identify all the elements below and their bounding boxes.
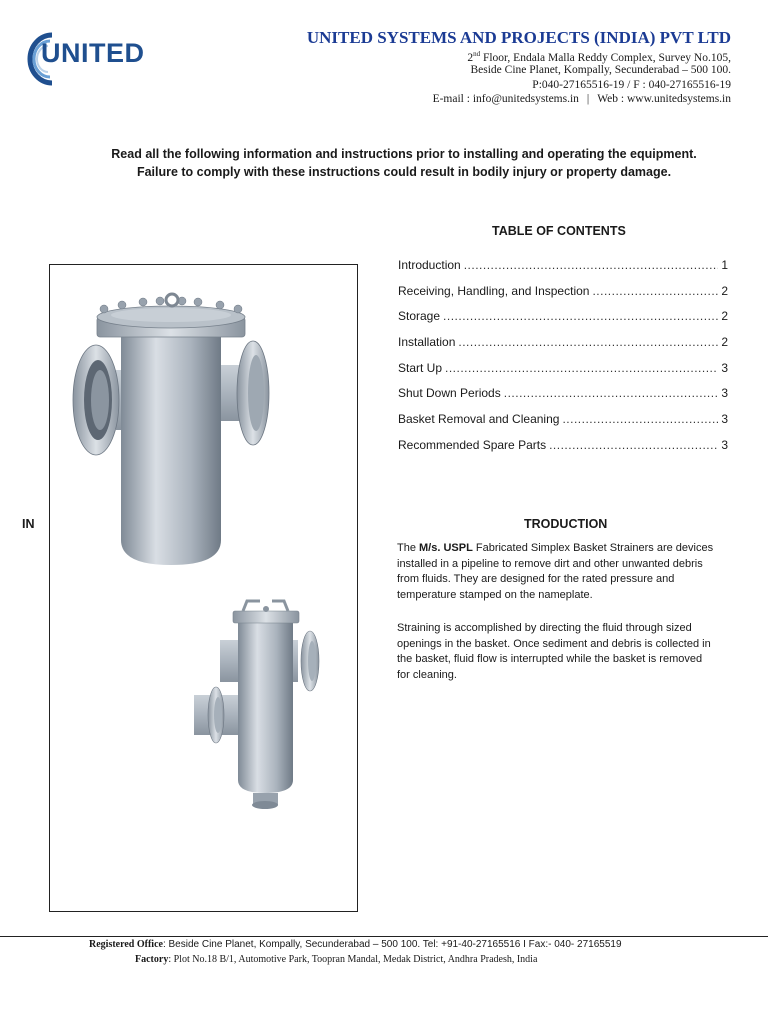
toc-entry[interactable]: Start Up ..... 3 [398,361,728,387]
basket-strainer-illustration [50,265,357,911]
footer-divider [0,936,768,937]
safety-notice-line-2: Failure to comply with these instructions could result in bodily injury or property damage. [136,165,672,179]
intro-heading-prefix: IN [22,517,35,531]
company-logo [26,30,166,86]
logo-text: UNITED [41,38,145,68]
toc-entry[interactable]: Introduction ..... 1 [398,258,728,284]
toc-entry[interactable]: Installation ..... 2 [398,335,728,361]
intro-paragraph-1: The M/s. USPL Fabricated Simplex Basket Strainers are devices installed in a pipeline to remove dirt and other unwanted debris from fluids. They are designed for the rated pressure and temperature stamped on the nameplate. [397,542,714,601]
intro-heading: TRODUCTION [524,517,608,531]
contact-line [433,93,731,105]
toc-list [398,258,728,464]
toc-entry[interactable]: Shut Down Periods ..... 3 [398,386,728,412]
footer-registered-office: Registered Office: Beside Cine Planet, Kompally, Secunderabad – 500 100. Tel: +91-40-27165516 I Fax:- 040- 27165519 [89,939,622,950]
toc-entry[interactable]: Receiving, Handling, and Inspection ..... 2 [398,284,728,310]
small-strainer [194,601,319,809]
product-image-frame [49,264,358,912]
toc-entry[interactable]: Storage ..... 2 [398,309,728,335]
toc-entry[interactable]: Basket Removal and Cleaning ..... 3 [398,412,728,438]
intro-paragraph-2: Straining is accomplished by directing the fluid through sized openings in the basket. Once sediment and debris is collected in the basket, fluid flow is interrupted while the basket is removed for cleaning. [397,622,711,681]
footer-factory: Factory: Plot No.18 B/1, Automotive Park, Toopran Mandal, Medak District, Andhra Pradesh, India [135,954,538,965]
website-link[interactable]: Web : www.unitedsystems.in [597,93,731,105]
large-strainer [73,294,269,565]
company-name: UNITED SYSTEMS AND PROJECTS (INDIA) PVT LTD [306,28,731,47]
separator: | [586,93,590,105]
address-line-2: Beside Cine Planet, Kompally, Secunderabad – 500 100. [470,64,731,76]
email-link[interactable]: E-mail : info@unitedsystems.in [432,93,579,105]
safety-notice-line-1: Read all the following information and instructions prior to installing and operating the equipment. [111,147,697,161]
address-line-1: 2nd Floor, Endala Malla Reddy Complex, Survey No.105, [467,50,731,64]
phone-fax-line: P:040-27165516-19 / F : 040-27165516-19 [532,79,731,91]
toc-heading: TABLE OF CONTENTS [492,224,626,238]
toc-entry[interactable]: Recommended Spare Parts ..... 3 [398,438,728,464]
